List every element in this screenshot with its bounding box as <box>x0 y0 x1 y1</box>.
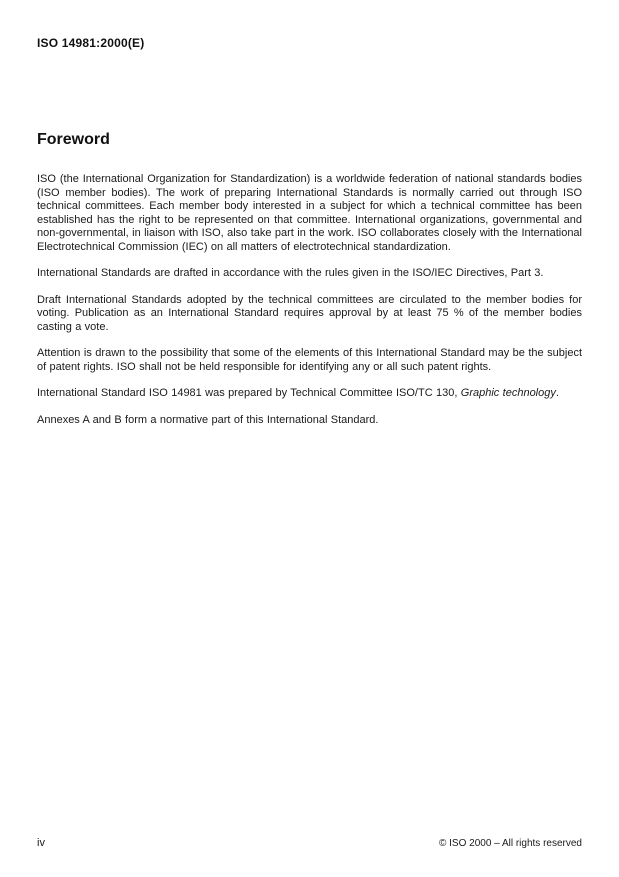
foreword-paragraph-iso-federation: ISO (the International Organization for Standardization) is a worldwide federation of national standards bodies (ISO member bodies). The work of preparing International Standards is normally carried out through ISO technical committees. Each member body interested in a subject for which a technical committee has been established has the right to be represented on that committee. International organizations, governmental and non-governmental, in liaison with ISO, also take part in the work. ISO collaborates closely with the International Electrotechnical Commission (IEC) on all matters of electrotechnical standardization. <box>37 173 582 253</box>
technical-committee-text: International Standard ISO 14981 was prepared by Technical Committee ISO/TC 130, <box>37 387 461 399</box>
foreword-paragraph-technical-committee <box>37 387 582 401</box>
foreword-paragraph-voting: Draft International Standards adopted by the technical committees are circulated to the member bodies for voting. Publication as an International Standard requires approval by at least 75 % of the member bodies casting a vote. <box>37 293 582 333</box>
technical-committee-period: . <box>555 387 559 399</box>
foreword-paragraph-directives: International Standards are drafted in accordance with the rules given in the ISO/IEC Directives, Part 3. <box>37 267 544 279</box>
foreword-title: Foreword <box>37 131 110 148</box>
copyright-notice: © ISO 2000 – All rights reserved <box>439 838 582 849</box>
committee-title-italic: Graphic technology <box>460 387 556 399</box>
page-footer <box>37 837 582 849</box>
foreword-paragraph-annexes: Annexes A and B form a normative part of this International Standard. <box>37 413 379 426</box>
document-number-header: ISO 14981:2000(E) <box>37 36 145 50</box>
foreword-paragraph-patent-rights: Attention is drawn to the possibility that some of the elements of this International Standard may be the subject of patent rights. ISO shall not be held responsible for identifying any or all such patent rights. <box>37 347 582 373</box>
foreword-section <box>37 131 582 440</box>
page-number: iv <box>37 837 45 849</box>
